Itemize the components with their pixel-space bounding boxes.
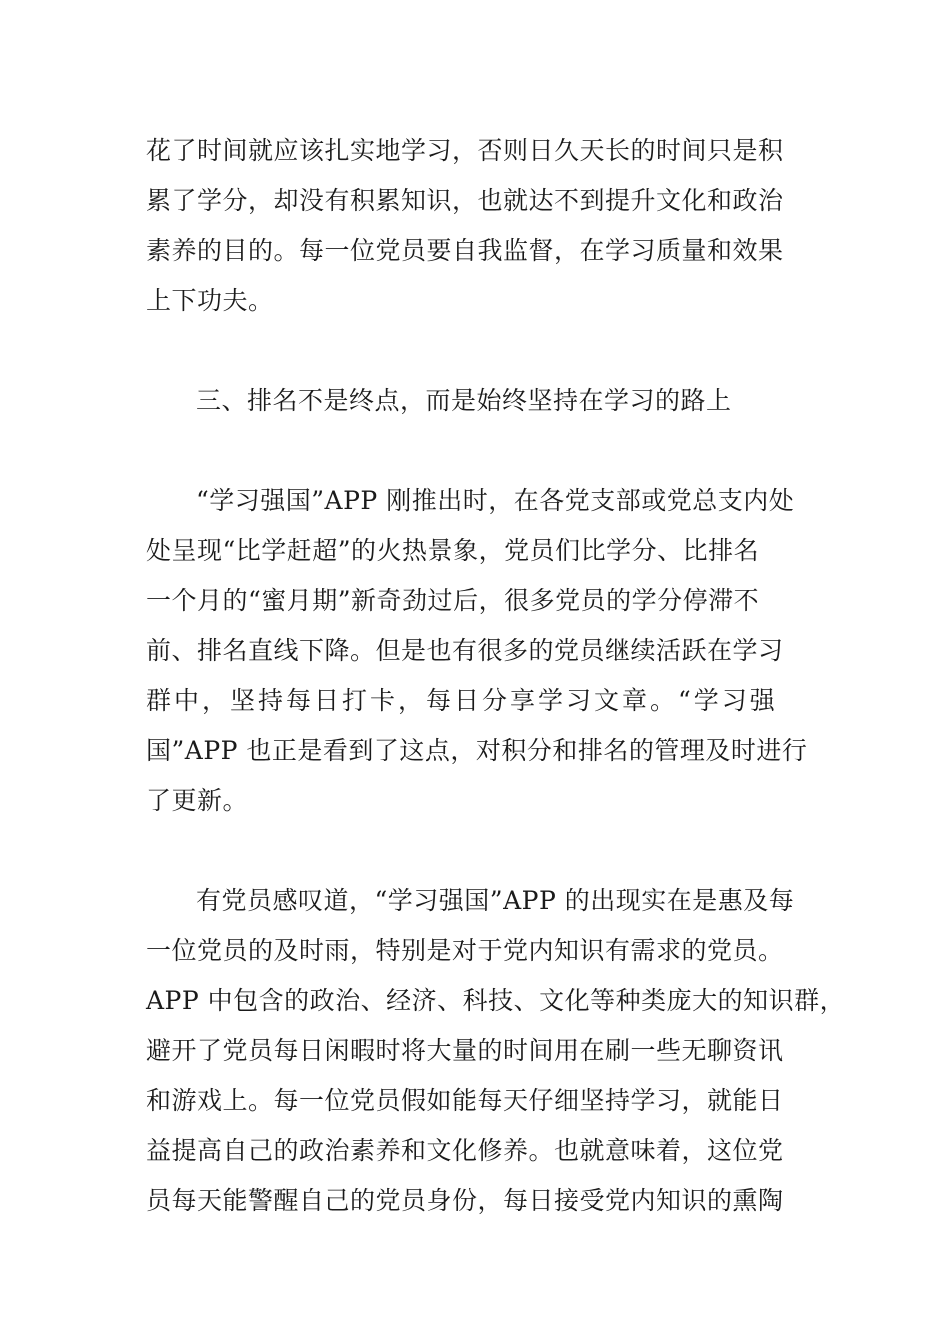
paragraph-1-line-1: 花了时间就应该扎实地学习，否则日久天长的时间只是积 (146, 136, 784, 165)
paragraph-2-line-1: “学习强国”APP 刚推出时，在各党支部或党总支内处 (196, 486, 795, 515)
paragraph-3-line-4: 避开了党员每日闲暇时将大量的时间用在刷一些无聊资讯 (146, 1036, 784, 1065)
paragraph-1-line-3: 素养的目的。每一位党员要自我监督，在学习质量和效果 (146, 236, 784, 265)
paragraph-3-line-3: APP 中包含的政治、经济、科技、文化等种类庞大的知识群， (146, 986, 846, 1015)
paragraph-2-line-5: 群中，坚持每日打卡，每日分享学习文章。“学习强 (146, 686, 778, 715)
paragraph-2-line-3: 一个月的“蜜月期”新奇劲过后，很多党员的学分停滞不 (146, 586, 760, 615)
paragraph-1-line-4: 上下功夫。 (146, 286, 274, 315)
paragraph-3-line-7: 员每天能警醒自己的党员身份，每日接受党内知识的熏陶 (146, 1186, 784, 1215)
section-heading: 三、排名不是终点，而是始终坚持在学习的路上 (196, 386, 732, 415)
paragraph-2-line-6: 国”APP 也正是看到了这点，对积分和排名的管理及时进行 (146, 736, 808, 765)
paragraph-2-line-2: 处呈现“比学赶超”的火热景象，党员们比学分、比排名 (146, 536, 760, 565)
paragraph-1-line-2: 累了学分，却没有积累知识，也就达不到提升文化和政治 (146, 186, 784, 215)
paragraph-3-line-1: 有党员感叹道，“学习强国”APP 的出现实在是惠及每 (196, 886, 795, 915)
paragraph-3-line-2: 一位党员的及时雨，特别是对于党内知识有需求的党员。 (146, 936, 784, 965)
paragraph-3-line-6: 益提高自己的政治素养和文化修养。也就意味着，这位党 (146, 1136, 784, 1165)
paragraph-3-line-5: 和游戏上。每一位党员假如能每天仔细坚持学习，就能日 (146, 1086, 784, 1115)
paragraph-2-line-4: 前、排名直线下降。但是也有很多的党员继续活跃在学习 (146, 636, 784, 665)
paragraph-2-line-7: 了更新。 (146, 786, 249, 815)
